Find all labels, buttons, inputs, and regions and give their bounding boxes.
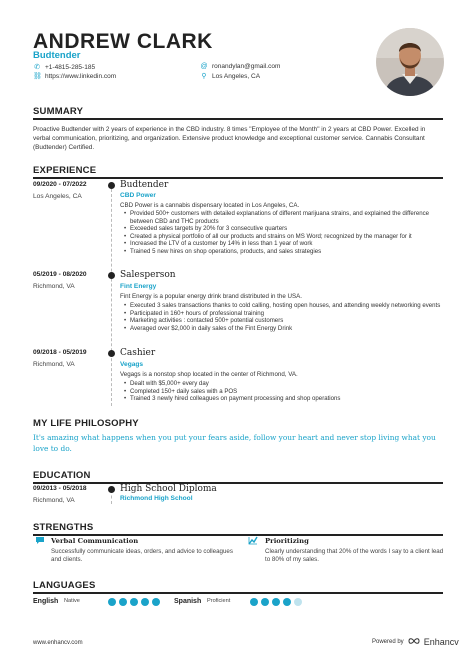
rating-dot bbox=[283, 598, 291, 606]
job-bullet: • Exceeded sales targets by 20% for 3 consecutive quarters bbox=[124, 225, 444, 233]
footer-brand bbox=[372, 637, 459, 647]
timeline-dot bbox=[108, 486, 115, 493]
job-bullet: • Completed 150+ daily sales with a POS bbox=[124, 388, 444, 396]
job-bullet: • Averaged over $2,000 in daily sales of the Fint Energy Drink bbox=[124, 325, 444, 333]
phone-text: +1-4815-285-185 bbox=[45, 63, 96, 71]
job-dates: 09/2018 - 05/2019 bbox=[33, 349, 87, 356]
link-icon: ⛓ bbox=[33, 73, 42, 80]
strengths-divider bbox=[33, 534, 443, 536]
profile-photo bbox=[376, 28, 444, 96]
strength-title: Verbal Communication bbox=[51, 537, 139, 545]
linkedin-contact[interactable] bbox=[33, 72, 116, 80]
job-location: Los Angeles, CA bbox=[33, 193, 82, 200]
experience-divider bbox=[33, 177, 443, 179]
location-text: Los Angeles, CA bbox=[212, 72, 261, 80]
job-company: Vegags bbox=[120, 361, 144, 368]
job-company: Fint Energy bbox=[120, 283, 157, 290]
strength-title: Prioritizing bbox=[265, 537, 309, 545]
candidate-name: ANDREW CLARK bbox=[33, 30, 213, 53]
job-bullet: • Trained 3 newly hired colleagues on payment processing and shop operations bbox=[124, 395, 444, 403]
job-location: Richmond, VA bbox=[33, 283, 75, 290]
job-title: Budtender bbox=[120, 180, 169, 190]
rating-dot bbox=[261, 598, 269, 606]
rating-dot bbox=[294, 598, 302, 606]
education-location: Richmond, VA bbox=[33, 497, 75, 504]
job-bullet: • Increased the LTV of a customer by 14% in less than 1 year of work bbox=[124, 240, 444, 248]
summary-text: Proactive Budtender with 2 years of experience in the CBD industry. 8 times "Employee of the Month" in 2 years at CBD Power. Excelled in verbal communication, prioritizing, and organization. Extensive product knowledge and exceptional customer service. Cannabis Consultant (Budtender) Certified. bbox=[33, 126, 426, 151]
candidate-role: Budtender bbox=[33, 50, 81, 61]
rating-dot bbox=[130, 598, 138, 606]
brand-name: Enhancv bbox=[423, 637, 459, 647]
job-bullets bbox=[124, 302, 444, 332]
job-dates: 09/2020 - 07/2022 bbox=[33, 181, 87, 188]
rating-dot bbox=[119, 598, 127, 606]
job-bullets bbox=[124, 210, 444, 256]
job-description: Vegags is a nonstop shop located in the center of Richmond, VA. bbox=[120, 371, 298, 378]
language-rating bbox=[250, 598, 302, 606]
language-level: Native bbox=[64, 598, 80, 604]
job-bullets bbox=[124, 380, 444, 403]
timeline-dot bbox=[108, 350, 115, 357]
powered-by-text: Powered by bbox=[372, 639, 404, 645]
job-bullet: • Created a physical portfolio of all our products and strains on MS Word; recognized by the manager for it bbox=[124, 233, 444, 241]
strengths-heading: STRENGTHS bbox=[33, 522, 94, 533]
timeline-dot bbox=[108, 182, 115, 189]
timeline-dot bbox=[108, 272, 115, 279]
job-title: Salesperson bbox=[120, 270, 176, 280]
rating-dot bbox=[272, 598, 280, 606]
strength-description: Clearly understanding that 20% of the words I say to a client lead to 80% of my sales. bbox=[265, 548, 444, 563]
job-description: Fint Energy is a popular energy drink brand distributed in the USA. bbox=[120, 293, 302, 300]
philosophy-heading: MY LIFE PHILOSOPHY bbox=[33, 418, 139, 429]
languages-heading: LANGUAGES bbox=[33, 580, 96, 591]
summary-divider bbox=[33, 118, 443, 120]
speech-bubble-icon bbox=[35, 536, 45, 547]
trend-up-icon bbox=[248, 536, 258, 547]
education-divider bbox=[33, 482, 443, 484]
rating-dot bbox=[141, 598, 149, 606]
languages-divider bbox=[33, 592, 443, 594]
experience-heading: EXPERIENCE bbox=[33, 165, 97, 176]
philosophy-quote: It's amazing what happens when you put your fears aside, follow your heart and never stop living what you love to do. bbox=[33, 433, 436, 453]
language-name: English bbox=[33, 598, 59, 605]
email-contact[interactable] bbox=[200, 63, 280, 70]
at-icon: @ bbox=[200, 63, 208, 70]
email-text[interactable]: ronandylan@gmail.com bbox=[212, 63, 281, 70]
language-name: Spanish bbox=[174, 598, 202, 605]
job-description: CBD Power is a cannabis dispensary located in Los Angeles, CA. bbox=[120, 202, 300, 209]
job-location: Richmond, VA bbox=[33, 361, 75, 368]
rating-dot bbox=[250, 598, 258, 606]
education-heading: EDUCATION bbox=[33, 470, 91, 481]
location-contact bbox=[200, 72, 260, 80]
location-pin-icon: ⚲ bbox=[201, 73, 207, 80]
strength-description: Successfully communicate ideas, orders, and advice to colleagues and clients. bbox=[51, 548, 233, 563]
education-degree: High School Diploma bbox=[120, 484, 217, 494]
job-dates: 05/2019 - 08/2020 bbox=[33, 271, 87, 278]
phone-icon: ✆ bbox=[34, 64, 40, 71]
summary-heading: SUMMARY bbox=[33, 106, 84, 117]
education-school: Richmond High School bbox=[120, 495, 193, 502]
job-company: CBD Power bbox=[120, 192, 156, 199]
education-dates: 09/2013 - 05/2018 bbox=[33, 485, 87, 492]
job-title: Cashier bbox=[120, 348, 156, 358]
job-bullet: • Trained 5 new hires on shop operations, products, and sales strategies bbox=[124, 248, 444, 256]
job-bullet: • Marketing activities : contacted 500+ potential customers bbox=[124, 317, 444, 325]
rating-dot bbox=[108, 598, 116, 606]
footer-site[interactable]: www.enhancv.com bbox=[33, 640, 83, 646]
phone-contact bbox=[33, 63, 95, 71]
job-bullet: • Executed 3 sales transactions thanks to cold calling, hosting open houses, and attending weekly networking events bbox=[124, 302, 444, 310]
job-bullet: • Participated in 160+ hours of professional training bbox=[124, 310, 444, 318]
experience-timeline bbox=[111, 184, 112, 406]
rating-dot bbox=[152, 598, 160, 606]
linkedin-text[interactable]: https://www.linkedin.com bbox=[45, 72, 117, 80]
job-bullet: • Provided 500+ customers with detailed explanations of different marijuana strains, and explained the difference between CBD and THC products bbox=[124, 210, 444, 225]
enhancv-logo-icon bbox=[408, 637, 420, 647]
language-rating bbox=[108, 598, 160, 606]
language-level: Proficient bbox=[207, 598, 231, 604]
job-bullet: • Dealt with $5,000+ every day bbox=[124, 380, 444, 388]
